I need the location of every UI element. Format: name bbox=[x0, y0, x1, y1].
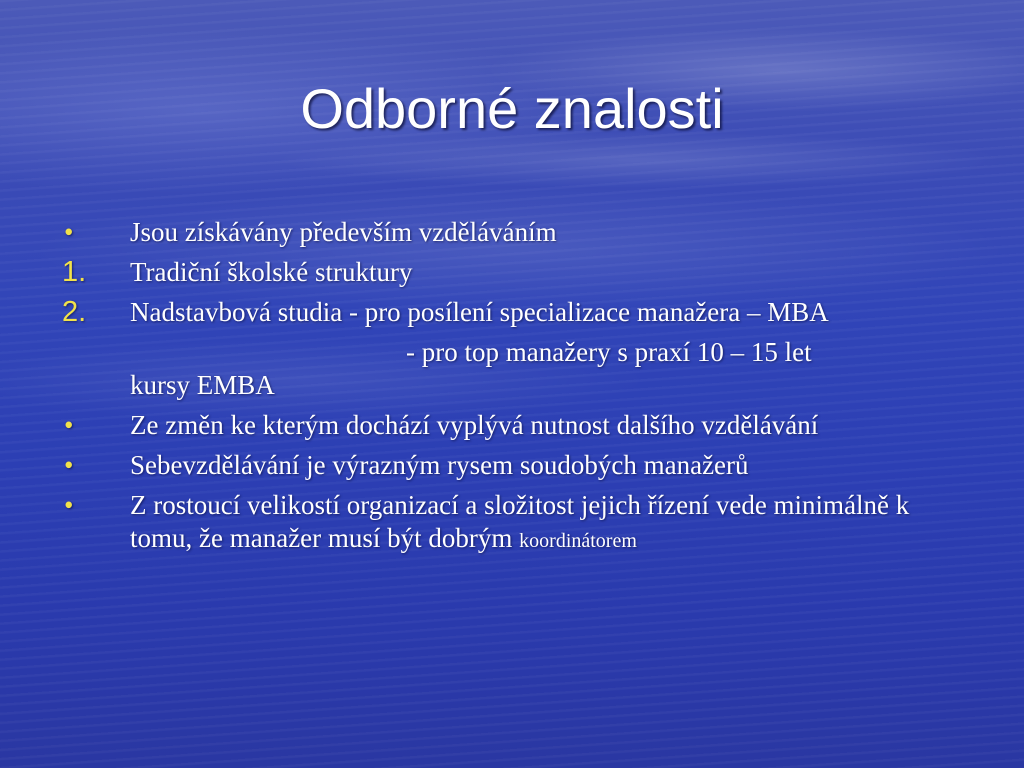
bullet-icon: • bbox=[64, 490, 74, 520]
list-item bbox=[60, 449, 940, 482]
list-number: 2. bbox=[62, 296, 87, 328]
slide-content bbox=[60, 216, 940, 565]
list-item bbox=[60, 296, 940, 329]
list-item-text: Jsou získávány především vzděláváním bbox=[130, 217, 557, 247]
list-item bbox=[60, 409, 940, 442]
list-item-text bbox=[130, 489, 940, 558]
bullet-icon: • bbox=[64, 450, 74, 480]
bullet-icon: • bbox=[64, 410, 74, 440]
continuation-line: - pro top manažery s praxí 10 – 15 let bbox=[406, 337, 812, 367]
list-number: 1. bbox=[62, 256, 87, 288]
list-item-text: Nadstavbová studia - pro posílení specializace manažera – MBA bbox=[130, 297, 829, 327]
continuation-line: kursy EMBA bbox=[130, 370, 275, 400]
list-item bbox=[60, 489, 940, 558]
list-item-text: Tradiční školské struktury bbox=[130, 257, 413, 287]
list-item-text-small: koordinátorem bbox=[519, 530, 637, 552]
list-item-text: Sebevzdělávání je výrazným rysem soudobých manažerů bbox=[130, 450, 749, 480]
list-item-text: Ze změn ke kterým dochází vyplývá nutnost dalšího vzdělávání bbox=[130, 410, 819, 440]
slide-title: Odborné znalosti bbox=[300, 77, 724, 140]
bullet-icon: • bbox=[64, 217, 74, 247]
list-item-text-main: Z rostoucí velikostí organizací a složitost jejich řízení vede minimálně k tomu, že manažer musí být dobrým bbox=[130, 490, 910, 553]
list-item bbox=[60, 256, 940, 289]
list-item bbox=[60, 216, 940, 249]
list-item-continuation bbox=[60, 336, 940, 402]
